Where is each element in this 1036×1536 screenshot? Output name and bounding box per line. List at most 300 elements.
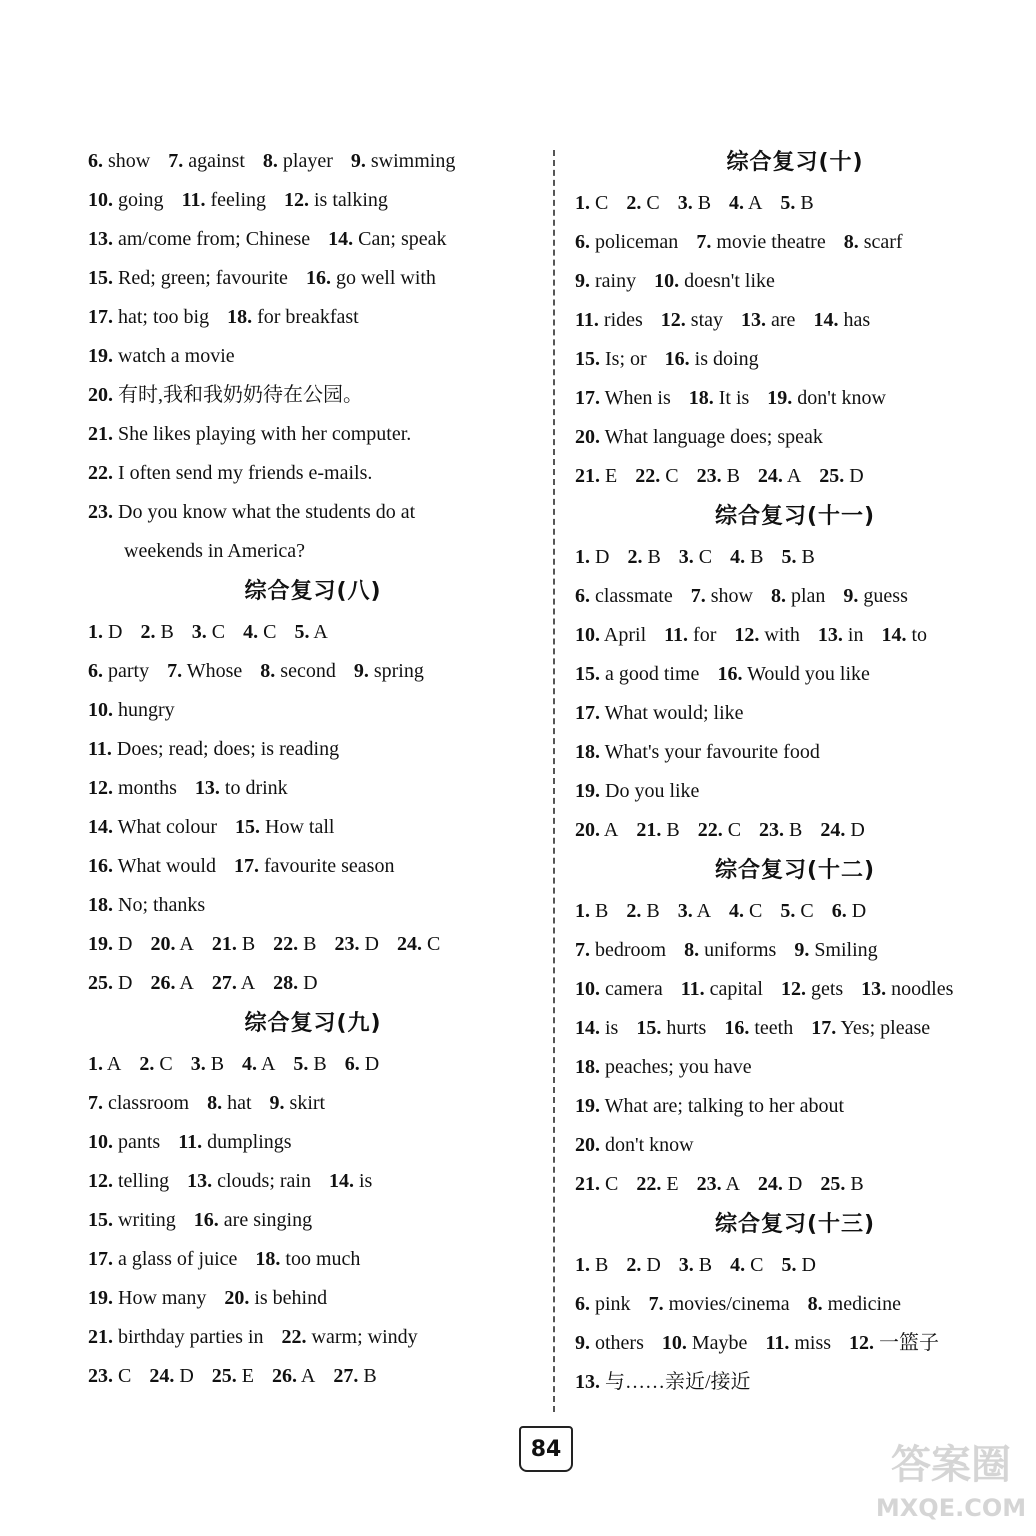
answer-item [780, 900, 813, 922]
answer-text: with [764, 624, 800, 646]
answer-text: Would you like [747, 663, 870, 685]
section-heading: 综合复习(十三) [714, 1212, 876, 1237]
question-number: 16. [664, 348, 690, 370]
answer-text: Can; speak [358, 228, 447, 250]
answer-item [575, 819, 618, 841]
answer-text: rides [603, 309, 643, 331]
question-number: 2. [627, 546, 643, 568]
answer-item [664, 624, 716, 646]
answer-item [661, 309, 723, 331]
question-number: 5. [780, 192, 796, 214]
question-number: 11. [664, 624, 689, 646]
answer-item [88, 1326, 264, 1348]
question-number: 24. [149, 1365, 175, 1387]
answer-text: B [698, 1254, 713, 1276]
answer-text: What would; like [604, 702, 744, 724]
question-number: 19. [88, 345, 113, 367]
answer-line [88, 964, 538, 1003]
answer-line [88, 1357, 538, 1396]
answer-item [575, 900, 608, 922]
answer-item [88, 1209, 176, 1231]
answer-text: a glass of juice [118, 1248, 238, 1270]
answer-text: 一篮子 [879, 1332, 940, 1354]
question-number: 5. [781, 1254, 797, 1276]
question-number: 18. [88, 894, 113, 916]
section-heading: 综合复习(十一) [714, 504, 876, 529]
question-number: 8. [843, 231, 859, 253]
answer-text: D [851, 900, 867, 922]
answer-item [758, 1173, 802, 1195]
answer-text: capital [709, 978, 763, 1000]
answer-text: is [605, 1017, 619, 1039]
answer-text: show [710, 585, 753, 607]
answer-text: E [241, 1365, 255, 1387]
answer-text: D [849, 465, 864, 487]
question-number: 10. [575, 978, 600, 1000]
answer-item [649, 1293, 790, 1315]
answer-text: gets [810, 978, 844, 1000]
question-number: 15. [575, 663, 600, 685]
answer-item [575, 741, 820, 763]
question-number: 20. [88, 384, 113, 406]
answer-text: A [179, 972, 194, 994]
answer-text: in [847, 624, 864, 646]
question-number: 7. [690, 585, 706, 607]
answer-text: B [850, 1173, 864, 1195]
question-number: 12. [734, 624, 760, 646]
answer-text: to drink [224, 777, 288, 799]
question-number: 13. [741, 309, 767, 331]
answer-line [88, 298, 538, 337]
answer-item [263, 150, 333, 172]
answer-text: is talking [314, 189, 388, 211]
question-number: 6. [88, 150, 103, 172]
answer-item [194, 1209, 312, 1231]
answer-item [780, 192, 813, 214]
question-number: 19. [767, 387, 793, 409]
answer-line [88, 691, 538, 730]
answer-line [575, 1324, 1015, 1363]
question-number: 14. [328, 228, 354, 250]
question-number: 18. [688, 387, 714, 409]
answer-item [575, 585, 673, 607]
answer-item [88, 1287, 206, 1309]
question-number: 10. [88, 1131, 113, 1153]
answer-text: A [313, 621, 328, 643]
question-number: 18. [255, 1248, 281, 1270]
answer-text: C [118, 1365, 132, 1387]
answer-line [88, 142, 538, 181]
answer-item [88, 462, 372, 484]
question-number: 11. [181, 189, 206, 211]
answer-line [88, 181, 538, 220]
question-number: 4. [242, 1053, 258, 1075]
answer-item [741, 309, 795, 331]
answer-item [88, 423, 411, 445]
answer-item [575, 1254, 608, 1276]
answer-text: E [666, 1173, 679, 1195]
answer-text: A [786, 465, 802, 487]
answer-text: B [750, 546, 764, 568]
question-number: 2. [626, 900, 642, 922]
answer-item [794, 939, 877, 961]
answer-item [626, 192, 659, 214]
answer-text: medicine [827, 1293, 901, 1315]
answer-item [333, 1365, 376, 1387]
question-number: 6. [575, 1293, 590, 1315]
answer-item [224, 1287, 327, 1309]
answer-text: B [595, 1254, 609, 1276]
answer-text: A [603, 819, 619, 841]
answer-item [235, 816, 334, 838]
question-number: 3. [677, 900, 693, 922]
answer-item [195, 777, 288, 799]
question-number: 27. [333, 1365, 359, 1387]
answer-text: What's your favourite food [604, 741, 820, 763]
answer-item [88, 189, 164, 211]
answer-item [781, 1254, 815, 1276]
question-number: 7. [168, 150, 184, 172]
answer-text: hat [227, 1092, 252, 1114]
question-number: 4. [730, 1254, 746, 1276]
answer-item [187, 1170, 311, 1192]
answer-item [697, 465, 740, 487]
answer-text: policeman [595, 231, 679, 253]
answer-text: D [646, 1254, 661, 1276]
answer-item [284, 189, 388, 211]
answer-item [730, 1254, 763, 1276]
answer-text: writing [118, 1209, 176, 1231]
answer-text: C [698, 546, 713, 568]
answer-item [662, 1332, 748, 1354]
page-number: 84 [519, 1426, 573, 1472]
answer-item [88, 501, 415, 523]
question-number: 4. [243, 621, 259, 643]
question-number: 20. [575, 1134, 600, 1156]
question-number: 1. [575, 192, 590, 214]
answer-text: telling [118, 1170, 170, 1192]
question-number: 1. [88, 621, 103, 643]
question-number: 20. [575, 426, 600, 448]
question-number: 5. [293, 1053, 309, 1075]
question-number: 24. [396, 933, 422, 955]
question-number: 8. [207, 1092, 223, 1114]
question-number: 7. [88, 1092, 103, 1114]
question-number: 1. [575, 546, 590, 568]
answer-item [260, 660, 336, 682]
question-number: 14. [328, 1170, 354, 1192]
answer-item [212, 933, 255, 955]
answer-item [335, 933, 379, 955]
answer-item [881, 624, 927, 646]
answer-line [575, 301, 1015, 340]
question-number: 26. [272, 1365, 298, 1387]
answer-text: What language does; speak [604, 426, 823, 448]
question-number: 10. [661, 1332, 687, 1354]
answer-text: classmate [595, 585, 673, 607]
question-number: 10. [654, 270, 680, 292]
answer-item [575, 387, 671, 409]
answer-text: stay [690, 309, 724, 331]
question-number: 23. [696, 465, 722, 487]
question-number: 21. [211, 933, 237, 955]
answer-item [575, 546, 609, 568]
answer-item [354, 660, 424, 682]
answer-text: D [595, 546, 610, 568]
answer-item [575, 1371, 751, 1393]
answer-line [575, 1126, 1015, 1165]
question-number: 22. [697, 819, 723, 841]
answer-text: hungry [118, 699, 175, 721]
question-number: 12. [88, 777, 113, 799]
question-number: 14. [881, 624, 907, 646]
answer-item [636, 1173, 678, 1195]
answer-text: C [665, 465, 679, 487]
answer-item [575, 1095, 844, 1117]
question-number: 9. [269, 1092, 285, 1114]
answer-item [819, 465, 863, 487]
answer-text: A [260, 1053, 276, 1075]
answer-line [575, 892, 1015, 931]
answer-text: hurts [666, 1017, 707, 1039]
answer-item [575, 465, 617, 487]
answer-item [575, 1134, 694, 1156]
answer-item [820, 819, 864, 841]
question-number: 4. [729, 900, 745, 922]
question-number: 24. [820, 819, 846, 841]
answer-text: 有时,我和我奶奶待在公园。 [118, 384, 363, 406]
question-number: 16. [724, 1017, 750, 1039]
answer-line [88, 1084, 538, 1123]
answer-text: B [646, 900, 660, 922]
answer-text: C [750, 1254, 764, 1276]
section-heading: 综合复习(十) [726, 150, 864, 175]
question-number: 5. [780, 900, 796, 922]
answer-text: Do you know what the students do at [118, 501, 416, 523]
answer-item [351, 150, 455, 172]
question-number: 22. [635, 465, 661, 487]
answer-text: C [605, 1173, 619, 1195]
answer-text: D [179, 1365, 194, 1387]
answer-line [575, 733, 1015, 772]
answer-text: B [160, 621, 174, 643]
answer-item [88, 894, 205, 916]
question-number: 19. [88, 933, 113, 955]
answer-item [88, 1170, 169, 1192]
question-number: 14. [88, 816, 113, 838]
question-number: 27. [211, 972, 237, 994]
answer-line [88, 886, 538, 925]
question-number: 24. [757, 1173, 783, 1195]
question-number: 8. [684, 939, 700, 961]
answer-item [813, 309, 870, 331]
answer-item [818, 624, 864, 646]
answer-text: A [179, 933, 194, 955]
answer-item [717, 663, 869, 685]
answer-line [575, 538, 1015, 577]
answer-text: C [727, 819, 742, 841]
answer-item [771, 585, 825, 607]
answer-text: miss [794, 1332, 832, 1354]
answer-text: D [108, 621, 123, 643]
watermark-logo [876, 1418, 1026, 1528]
answer-text: Is; or [605, 348, 647, 370]
question-number: 17. [233, 855, 259, 877]
question-number: 15. [88, 1209, 113, 1231]
answer-text: B [800, 192, 814, 214]
answer-item [758, 465, 801, 487]
answer-text: feeling [210, 189, 266, 211]
answer-line [575, 1285, 1015, 1324]
answer-line [88, 1318, 538, 1357]
question-number: 6. [831, 900, 847, 922]
answer-item [691, 585, 753, 607]
answer-text: C [800, 900, 814, 922]
answer-item [255, 1248, 360, 1270]
question-number: 11. [88, 738, 112, 760]
answer-text: B [595, 900, 609, 922]
question-number: 26. [150, 972, 176, 994]
answer-text: B [801, 546, 815, 568]
question-number: 23. [88, 501, 113, 523]
answer-line [575, 1363, 1015, 1402]
watermark-top-text: 答案圈 [891, 1442, 1011, 1488]
answer-text: D [787, 1173, 803, 1195]
question-number: 9. [350, 150, 366, 172]
answer-text: B [697, 192, 712, 214]
answer-item [212, 1365, 254, 1387]
answer-line [88, 337, 538, 376]
question-number: 11. [765, 1332, 790, 1354]
answer-text: plan [790, 585, 826, 607]
answer-item [832, 900, 866, 922]
answer-line [575, 931, 1015, 970]
answer-line [575, 340, 1015, 379]
answer-text: pants [118, 1131, 161, 1153]
question-number: 10. [88, 699, 113, 721]
answer-item [139, 1053, 172, 1075]
answer-item [730, 546, 763, 568]
question-number: 6. [344, 1053, 360, 1075]
answer-text: too much [285, 1248, 361, 1270]
question-number: 20. [224, 1287, 250, 1309]
answer-item [654, 270, 775, 292]
answer-item [843, 585, 907, 607]
question-number: 23. [334, 933, 360, 955]
answer-line [575, 1165, 1015, 1204]
answer-item [636, 819, 679, 841]
answer-item [781, 978, 843, 1000]
answer-item [88, 660, 149, 682]
question-number: 21. [636, 819, 662, 841]
question-number: 15. [636, 1017, 662, 1039]
answer-item [729, 192, 762, 214]
answer-text: She likes playing with her computer. [118, 423, 412, 445]
answer-item [811, 1017, 930, 1039]
answer-text: Smiling [814, 939, 878, 961]
answer-item [88, 1365, 131, 1387]
answer-text: spring [373, 660, 424, 682]
answer-text: for breakfast [257, 306, 359, 328]
question-number: 16. [88, 855, 113, 877]
answer-item [88, 306, 209, 328]
question-number: 13. [187, 1170, 213, 1192]
question-number: 3. [678, 546, 694, 568]
answer-text: C [159, 1053, 173, 1075]
question-number: 15. [88, 267, 113, 289]
answer-text: How tall [265, 816, 335, 838]
question-number: 2. [626, 1254, 642, 1276]
answer-item [140, 621, 173, 643]
answer-line [575, 1087, 1015, 1126]
question-number: 17. [811, 1017, 837, 1039]
question-number: 23. [759, 819, 785, 841]
answer-text: B [313, 1053, 327, 1075]
section-heading: 综合复习(八) [244, 579, 382, 604]
answer-item [167, 660, 242, 682]
answer-item [575, 1173, 618, 1195]
answer-line [88, 415, 538, 454]
question-number: 22. [636, 1173, 662, 1195]
question-number: 23. [696, 1173, 722, 1195]
answer-item [306, 267, 436, 289]
answer-item [681, 978, 763, 1000]
question-number: 12. [849, 1332, 875, 1354]
answer-text: A [696, 900, 712, 922]
answer-text: uniforms [704, 939, 777, 961]
answer-text: What would [117, 855, 216, 877]
answer-text: are [771, 309, 796, 331]
answer-text: A [106, 1053, 122, 1075]
answer-line [88, 1201, 538, 1240]
question-number: 28. [273, 972, 299, 994]
answer-item [575, 624, 646, 646]
answer-item [227, 306, 359, 328]
answer-text: Yes; please [840, 1017, 931, 1039]
answer-line [88, 220, 538, 259]
question-number: 6. [575, 585, 590, 607]
answer-item [270, 1092, 326, 1114]
question-number: 22. [281, 1326, 307, 1348]
answer-text: months [118, 777, 177, 799]
answer-line [575, 616, 1015, 655]
answer-item [636, 1017, 706, 1039]
answer-text: D [303, 972, 318, 994]
question-number: 11. [178, 1131, 203, 1153]
answer-item [665, 348, 759, 370]
answer-text: C [211, 621, 226, 643]
question-number: 9. [843, 585, 859, 607]
answer-item [191, 1053, 224, 1075]
answer-line [88, 1279, 538, 1318]
answer-text: birthday parties in [118, 1326, 264, 1348]
answer-text: guess [863, 585, 908, 607]
answer-text: scarf [863, 231, 903, 253]
answer-item [88, 816, 217, 838]
question-number: 17. [88, 306, 113, 328]
question-number: 8. [262, 150, 278, 172]
answer-line [575, 1009, 1015, 1048]
question-number: 2. [140, 621, 156, 643]
answer-text: No; thanks [118, 894, 206, 916]
answer-text: B [789, 819, 803, 841]
question-number: 25. [819, 465, 845, 487]
answer-item [689, 387, 750, 409]
answer-item [242, 1053, 275, 1075]
answer-text: going [118, 189, 164, 211]
answer-item [635, 465, 678, 487]
answer-text: swimming [370, 150, 456, 172]
